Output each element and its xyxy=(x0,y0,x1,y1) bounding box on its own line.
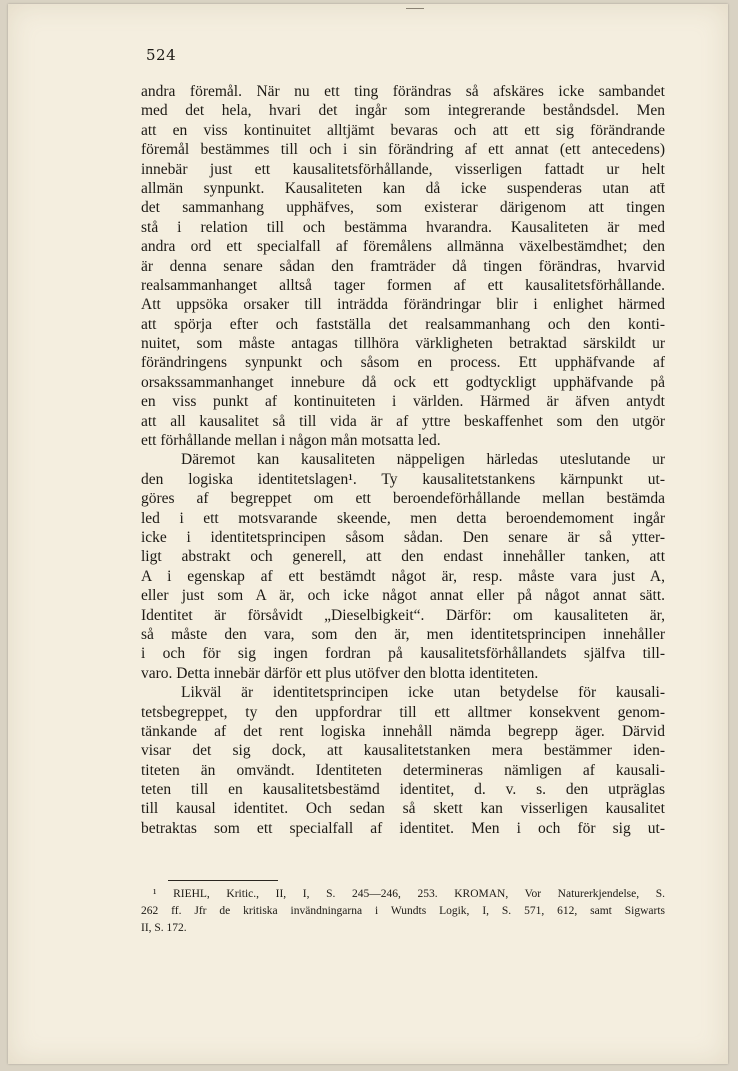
text-line: så måste den vara, som den är, men identitetsprincipen innehåller xyxy=(141,625,665,643)
text-line: nuitet, som måste antagas tillhöra värkligheten betraktad särskildt ur xyxy=(141,335,665,353)
text-line: teten till en kausalitetsbestämd identitet, d. v. s. den utpräglas xyxy=(141,781,665,799)
text-line: eller just som A är, och icke något annat eller på något annat sätt. xyxy=(141,587,665,605)
text-line: allmän synpunkt. Kausaliteten kan då icke suspenderas utan att xyxy=(141,179,665,197)
text-line: stå i relation till och bestämma hvarandra. Kausaliteten är med xyxy=(141,218,665,236)
text-line: Likväl är identitetsprincipen icke utan betydelse för kausali- xyxy=(181,684,665,702)
page-number: 524 xyxy=(146,46,177,64)
text-line: tänkande af det rent logiska innehåll nämda begrepp äger. Därvid xyxy=(141,722,665,740)
text-line: ligt abstrakt och generell, att den endast innehåller tanken, att xyxy=(141,548,665,566)
text-line: att all kausalitet så till vida är af yttre beskaffenhet som den utgör xyxy=(141,412,665,430)
footnote-rule xyxy=(168,880,278,881)
text-line: med det hela, hvari det ingår som integrerande beståndsdel. Men xyxy=(141,102,665,120)
text-line: tetsbegreppet, ty den uppfordrar till ett alltmer konsekvent genom- xyxy=(141,703,665,721)
text-line: den logiska identitetslagen¹. Ty kausalitetstankens kärnpunkt ut- xyxy=(141,470,665,488)
text-line: icke i identitetsprincipen såsom sådan. Den senare är så ytter- xyxy=(141,528,665,546)
text-line: led i ett motsvarande skeende, men detta beroendemoment ingår xyxy=(141,509,665,527)
body-text xyxy=(141,82,665,838)
text-line: Däremot kan kausaliteten näppeligen härledas uteslutande ur xyxy=(181,451,665,469)
text-line: i och för sig ingen fordran på kausalitetsförhållandets själfva till- xyxy=(141,645,665,663)
text-line: realsammanhanget alltså tager formen af ett kausalitetsförhållande. xyxy=(141,276,665,294)
text-line: till kausal identitet. Och sedan så skett kan visserligen kausalitet xyxy=(141,800,665,818)
footnote-line: II, S. 172. xyxy=(141,922,187,934)
text-line: det sammanhang upphäfves, som existerar därigenom att tingen xyxy=(141,199,665,217)
paper-mark xyxy=(406,8,424,9)
text-line: en viss punkt af kontinuiteten i världen. Härmed är äfven antydt xyxy=(141,393,665,411)
text-line: titeten än omvändt. Identiteten determineras nämligen af kausali- xyxy=(141,761,665,779)
text-line: andra ord ett specialfall af föremålens allmänna växelbestämdhet; den xyxy=(141,238,665,256)
text-line: andra föremål. När nu ett ting förändras så afskäres icke sambandet xyxy=(141,83,665,100)
text-line: innebär just ett kausalitetsförhållande, visserligen fattadt ur helt xyxy=(141,160,665,178)
text-line: förändringens synpunkt och såsom en process. Ett upphäfvande af xyxy=(141,354,665,372)
text-line: visar det sig dock, att kausalitetstanken mera bestämmer iden- xyxy=(141,742,665,760)
text-line: att spörja efter och fastställa det realsammanhang och den konti- xyxy=(141,315,665,333)
footnote-line: ¹ RIEHL, Kritic., II, I, S. 245—246, 253. KROMAN, Vor Naturerkjendelse, S. xyxy=(153,888,665,900)
text-line: orsakssammanhanget innebure då ock ett godtyckligt upphäfvande på xyxy=(141,373,665,391)
text-line: betraktas som ett specialfall af identitet. Men i och för sig ut- xyxy=(141,819,665,837)
text-line: varo. Detta innebär därför ett plus utöfver den blotta identiteten. xyxy=(141,664,539,682)
text-line: föremål bestämmes till och i sin förändring af ett annat (ett antecedens) xyxy=(141,141,665,159)
text-line: A i egenskap af ett bestämdt något är, resp. måste vara just A, xyxy=(141,567,665,585)
scanned-page xyxy=(8,4,728,1064)
footnote-line: 262 ff. Jfr de kritiska invändningarna i Wundts Logik, I, S. 571, 612, samt Sigwarts xyxy=(141,905,665,917)
text-line: att en viss kontinuitet alltjämt bevaras och att ett sig förändrande xyxy=(141,121,665,139)
text-line: ett förhållande mellan i någon mån motsatta led. xyxy=(141,432,441,450)
text-line: Att uppsöka orsaker till inträdda förändringar blir i enlighet härmed xyxy=(141,296,665,314)
text-line: göres af begreppet om ett beroendeförhållande mellan bestämda xyxy=(141,490,665,508)
text-line: är denna senare sådan den framträder då tingen förändras, hvarvid xyxy=(141,257,665,275)
footnotes xyxy=(141,886,665,937)
margin-mark xyxy=(660,180,664,184)
text-line: Identitet är försåvidt „Dieselbigkeit“. Därför: om kausaliteten är, xyxy=(141,606,665,624)
